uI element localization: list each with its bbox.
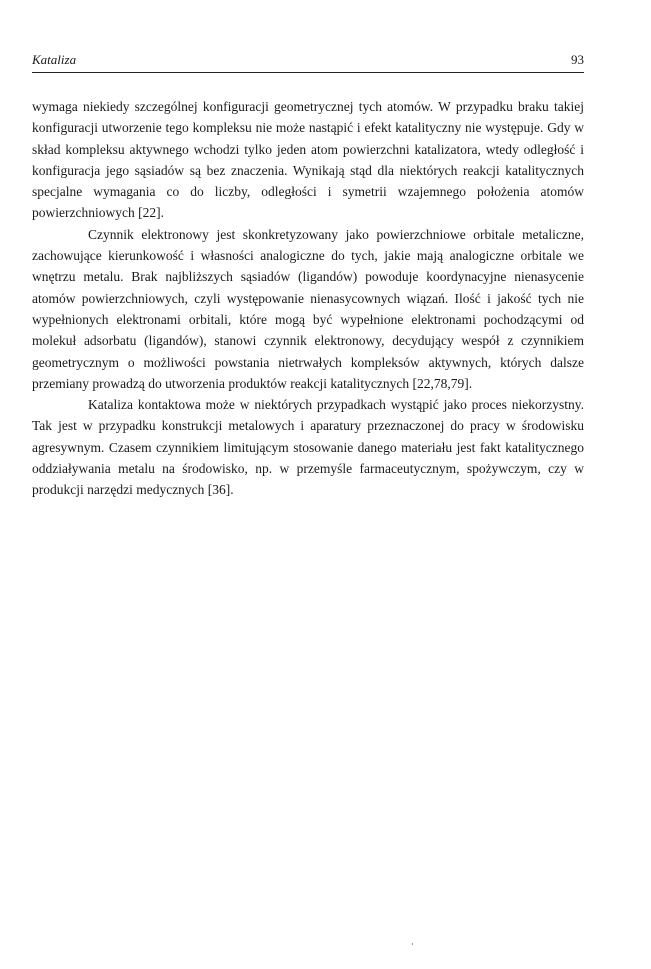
paragraph-1: wymaga niekiedy szczególnej konfiguracji geometrycznej tych atomów. W przypadku braku takiej konfiguracji utworzenie tego kompleksu nie może nastąpić i efekt katalityczny nie występuje. Gdy w skład kompleksu aktywnego wchodzi tylko jeden atom powierzchni katalizatora, wtedy odległość i konfiguracja jego sąsiadów są bez znaczenia. Wynikają stąd dla niektórych reakcji katalitycznych specjalne wymagania co do liczby, odległości i symetrii wzajemnego położenia atomów powierzchniowych [22]. — [32, 99, 584, 221]
running-header — [32, 50, 584, 73]
scan-artifact — [412, 943, 413, 945]
body-text — [32, 96, 584, 501]
paragraph-2: Czynnik elektronowy jest skonkretyzowany jako powierzchniowe orbitale metaliczne, zachowujące kierunkowość i własności analogiczne do tych, jakie mają analogiczne orbitale we wnętrzu metalu. Brak najbliższych sąsiadów (ligandów) powoduje koordynacyjne nienasycenie atomów powierzchniowych, czyli występowanie nienasycownych wiązań. Ilość i jakość tych nie wypełnionych elektronami orbitali, które mogą być wypełnione elektronami pochodzącymi od molekuł adsorbatu (ligandów), stanowi czynnik elektronowy, decydujący wespół z czynnikiem geometrycznym o możliwości powstania nietrwałych kompleksów aktywnych, których dalsze przemiany prowadzą do utworzenia produktów reakcji katalitycznych [22,78,79]. — [32, 226, 584, 391]
page-number: 93 — [571, 52, 584, 67]
running-title: Kataliza — [32, 52, 77, 67]
paragraph-3: Kataliza kontaktowa może w niektórych przypadkach wystąpić jako proces niekorzystny. Tak jest w przypadku konstrukcji metalowych i aparatury przeznaczonej do pracy w środowisku agresywnym. Czasem czynnikiem limitującym stosowanie danego materiału jest fakt katalitycznego oddziaływania metalu na środowisko, np. w przemyśle farmaceutycznym, spożywczym, czy w produkcji narzędzi medycznych [36]. — [32, 397, 584, 498]
